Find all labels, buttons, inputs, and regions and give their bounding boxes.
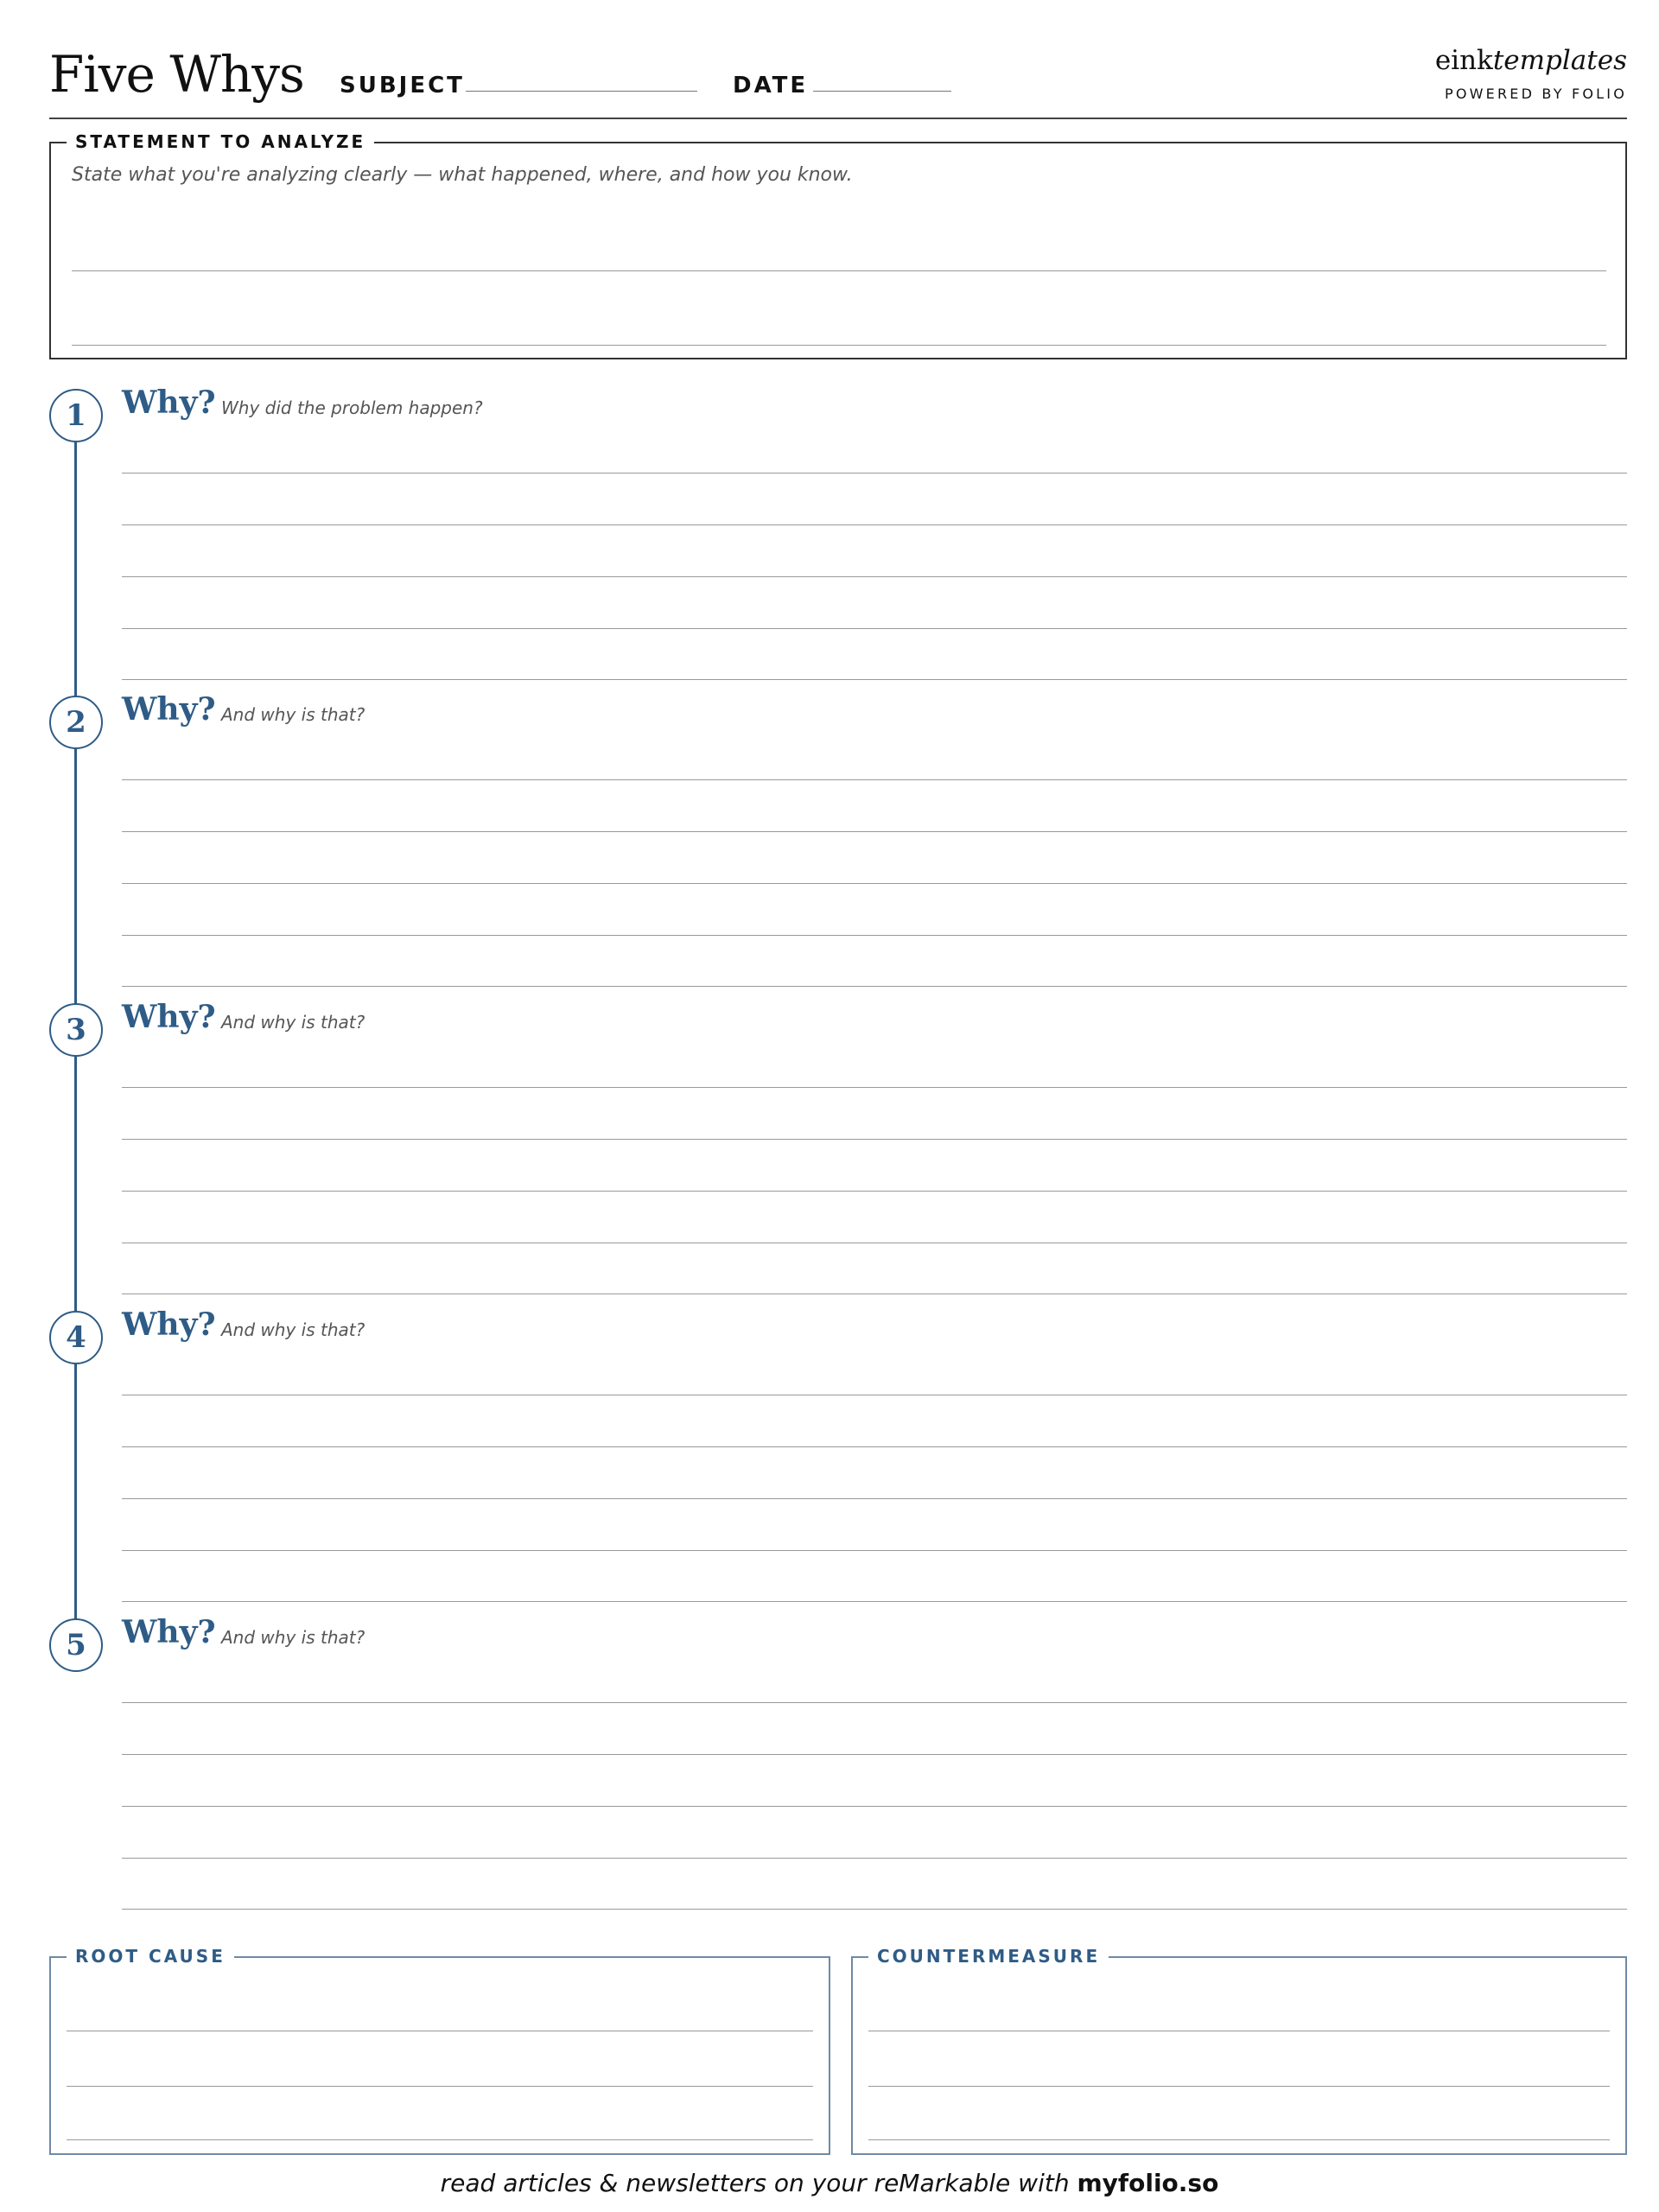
answer-line[interactable] [122,1550,1627,1551]
answer-line[interactable] [122,986,1627,987]
statement-line[interactable] [72,270,1606,271]
why-section-1 [0,385,1659,683]
answer-line[interactable] [122,679,1627,680]
answer-line[interactable] [122,1806,1627,1807]
answer-line[interactable] [122,779,1627,780]
answer-line[interactable] [122,831,1627,832]
statement-legend: STATEMENT TO ANALYZE [67,131,374,152]
root-cause-legend: ROOT CAUSE [67,1946,234,1967]
page-title: Five Whys [49,45,304,104]
answer-line[interactable] [122,628,1627,629]
why-title: Why? [122,1614,216,1650]
why-hint: And why is that? [221,1319,365,1340]
answer-line[interactable] [122,524,1627,525]
answer-line[interactable] [122,1446,1627,1447]
subject-field[interactable] [466,91,697,92]
why-title: Why? [122,999,216,1035]
brand-italic: templates [1492,45,1627,76]
root-cause-box [49,1946,830,2155]
answer-line[interactable] [122,1139,1627,1140]
why-section-4 [0,1306,1659,1605]
why-section-3 [0,999,1659,1297]
why-hint: Why did the problem happen? [221,397,483,418]
why-section-5 [0,1614,1659,1912]
answer-line[interactable] [122,576,1627,577]
answer-line[interactable] [122,1858,1627,1859]
root-cause-line[interactable] [67,2139,813,2140]
why-title: Why? [122,385,216,421]
why-section-2 [0,691,1659,989]
answer-line[interactable] [122,473,1627,474]
statement-line[interactable] [72,345,1606,346]
answer-line[interactable] [122,1754,1627,1755]
why-hint: And why is that? [221,704,365,725]
answer-line[interactable] [122,935,1627,936]
answer-line[interactable] [122,1191,1627,1192]
brand-plain: eink [1434,45,1493,76]
countermeasure-line[interactable] [868,2086,1610,2087]
why-number-badge: 3 [49,1003,103,1057]
answer-line[interactable] [122,1601,1627,1602]
countermeasure-box [851,1946,1627,2155]
countermeasure-legend: COUNTERMEASURE [868,1946,1109,1967]
why-title: Why? [122,691,216,728]
why-hint: And why is that? [221,1627,365,1648]
answer-line[interactable] [122,1087,1627,1088]
why-number-badge: 5 [49,1618,103,1672]
answer-line[interactable] [122,1702,1627,1703]
answer-line[interactable] [122,883,1627,884]
countermeasure-line[interactable] [868,2139,1610,2140]
footer-link[interactable]: myfolio.so [1077,2169,1219,2197]
subject-label: SUBJECT [340,73,465,99]
date-field[interactable] [813,91,951,92]
statement-box [49,131,1627,359]
root-cause-line[interactable] [67,2086,813,2087]
why-number-badge: 2 [49,696,103,749]
brand-logo [1435,45,1627,76]
statement-hint: State what you're analyzing clearly — what happened, where, and how you know. [72,164,853,186]
footer [0,2169,1659,2197]
powered-by: POWERED BY FOLIO [1445,86,1627,102]
footer-text: read articles & newsletters on your reMarkable with [440,2169,1077,2197]
why-hint: And why is that? [221,1012,365,1033]
why-number-badge: 4 [49,1311,103,1364]
answer-line[interactable] [122,1909,1627,1910]
why-number-badge: 1 [49,389,103,442]
page-header [49,40,1627,119]
why-title: Why? [122,1306,216,1343]
date-label: DATE [733,73,809,99]
answer-line[interactable] [122,1498,1627,1499]
